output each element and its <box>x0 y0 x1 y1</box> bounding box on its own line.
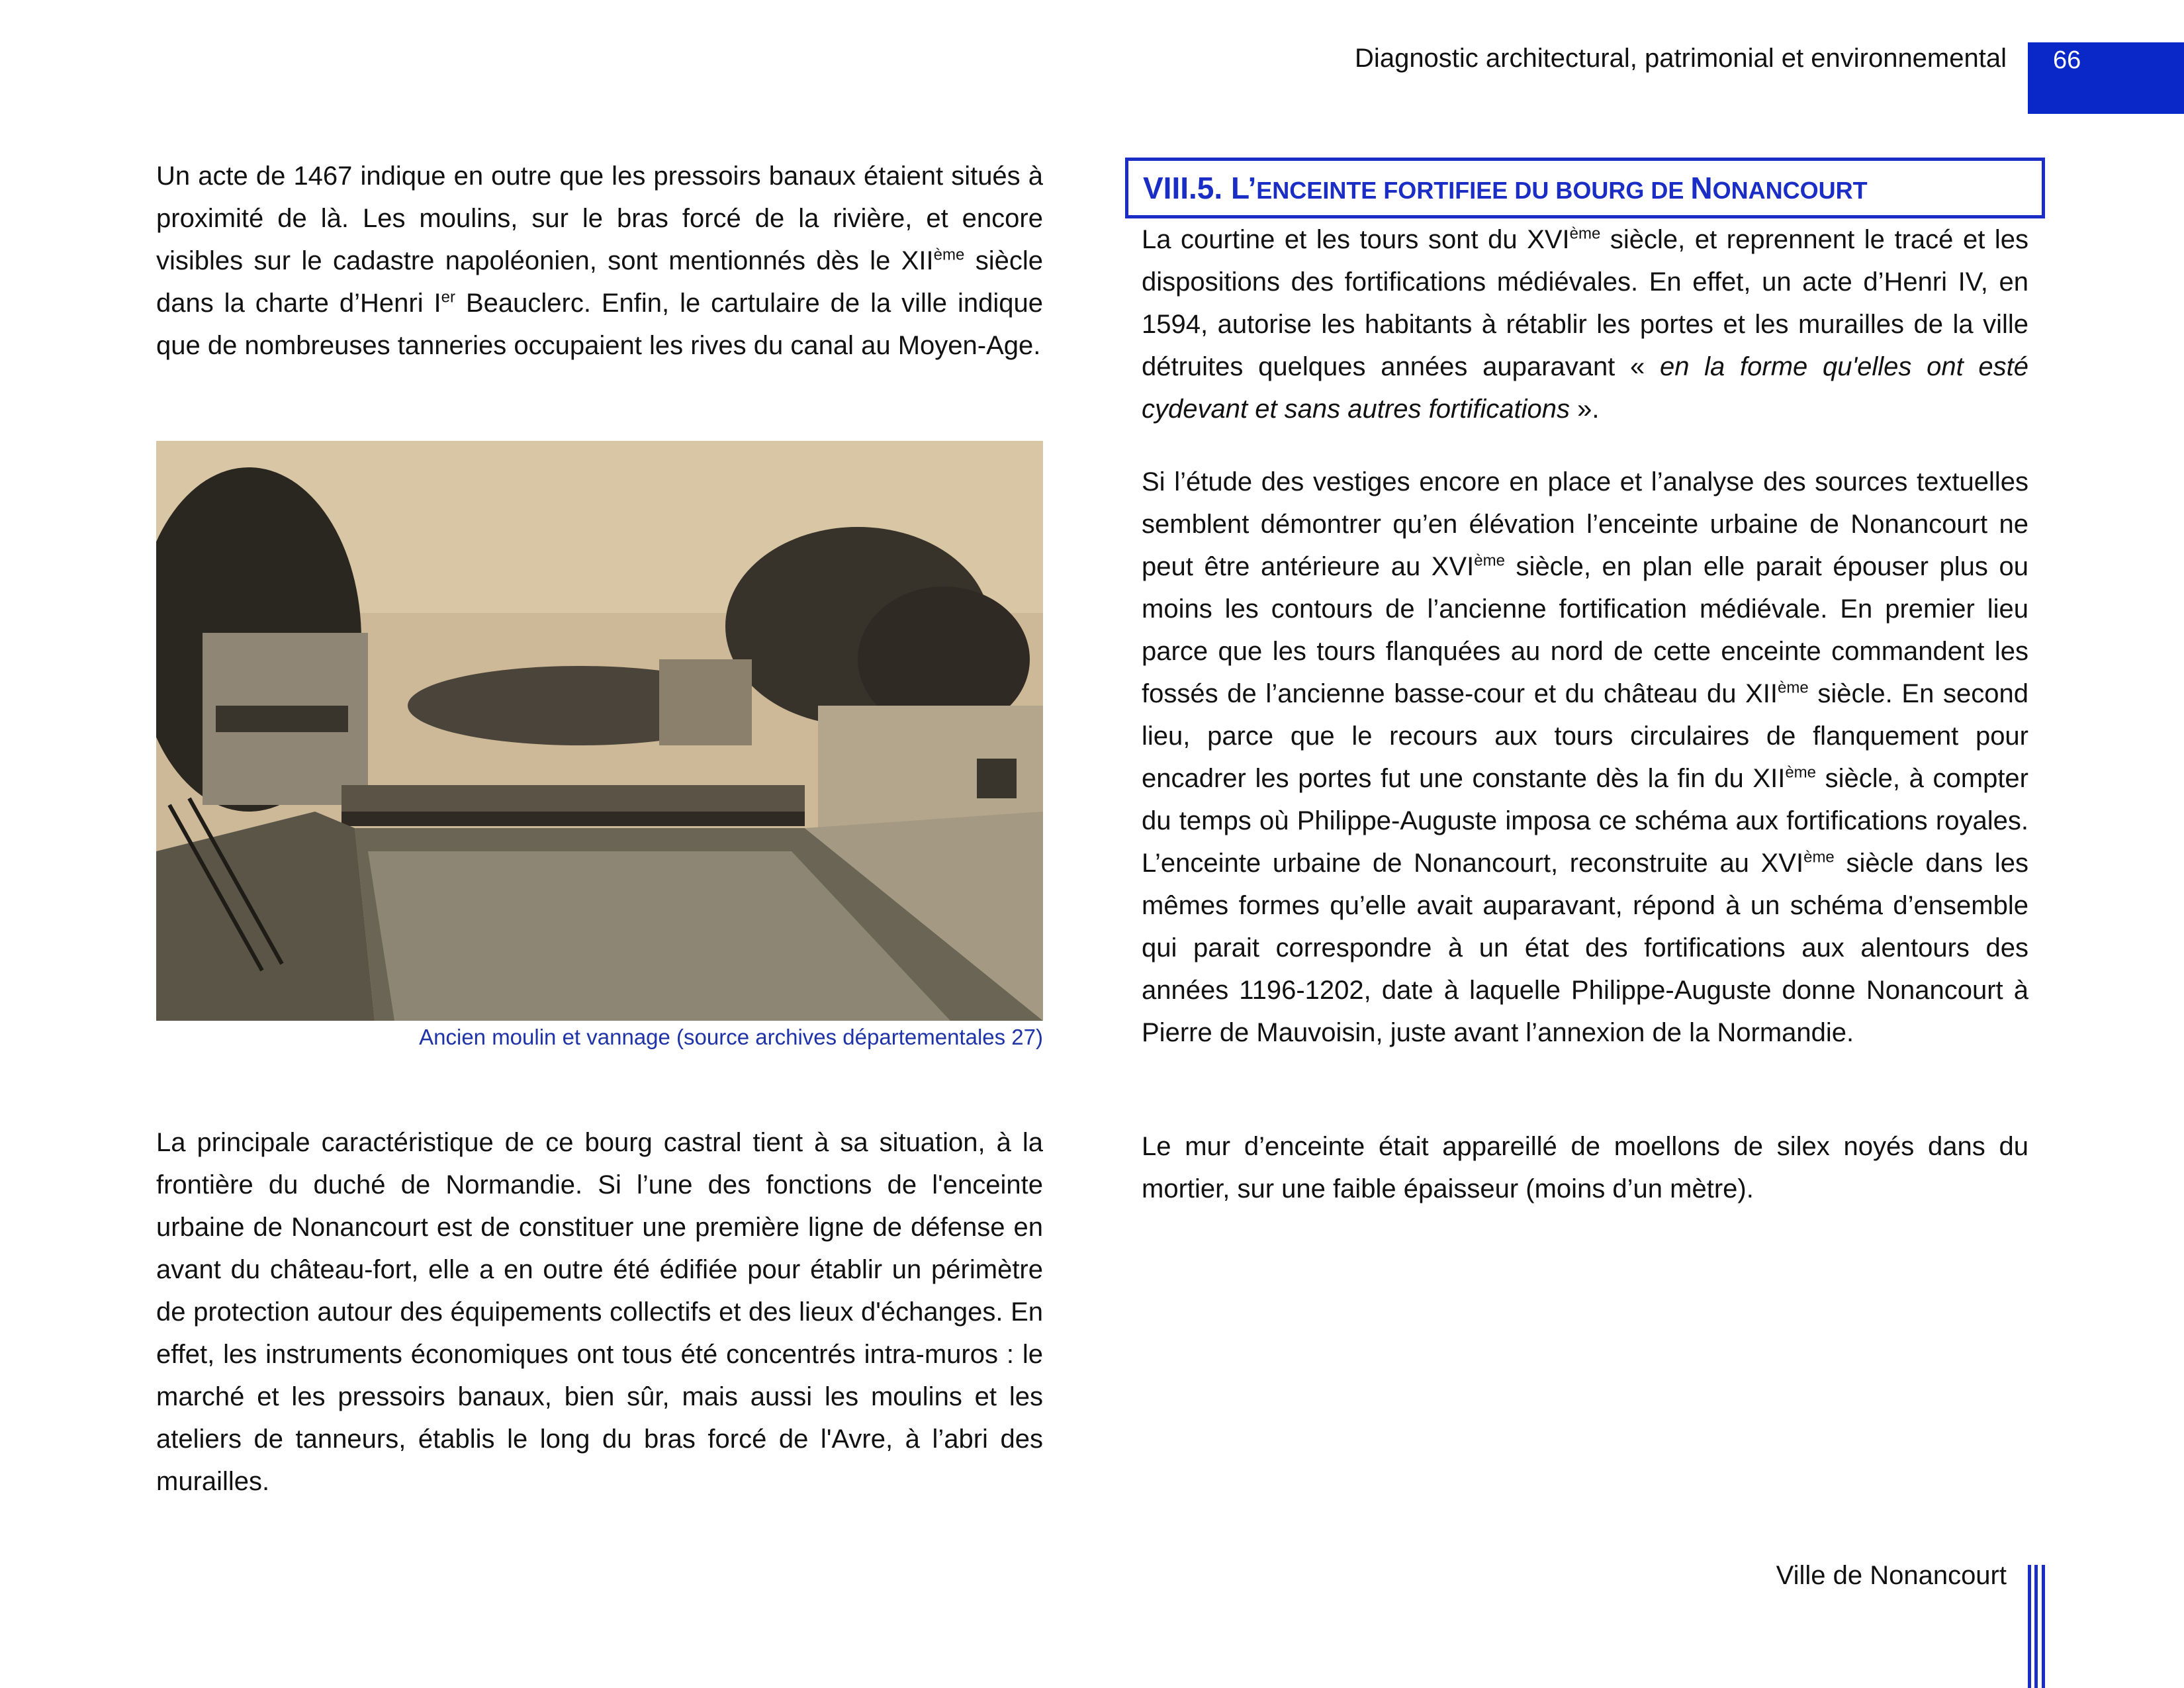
heading-part: N <box>1690 171 1713 205</box>
superscript: ème <box>1778 679 1809 697</box>
section-heading <box>1143 170 1868 206</box>
text-span: Beauclerc. Enfin, le cartulaire de la ville indique que de nombreuses tanneries occupaient les rives du canal au Moyen-Age. <box>156 289 1044 360</box>
text-span: Un acte de 1467 indique en outre que les pressoirs banaux étaient situés à proximité de là. Les moulins, sur le bras forcé de la rivière, et encore visibles sur le cadastre napoléonien, sont mentionnés dès le XII <box>156 162 1043 275</box>
superscript: ème <box>933 246 965 264</box>
right-paragraph-2 <box>1142 461 2028 1054</box>
superscript: er <box>441 288 455 306</box>
right-paragraph-1 <box>1142 218 2028 430</box>
document-header-title: Diagnostic architectural, patrimonial et environnemental <box>1355 44 2007 73</box>
heading-part: ENCEINTE FORTIFIEE DU BOURG DE <box>1256 177 1691 204</box>
superscript: ème <box>1569 224 1601 243</box>
text-span: La courtine et les tours sont du XVI <box>1142 225 1570 254</box>
text-span: siècle, et reprennent le tracé et les dispositions des fortifications médiévales. En effet, un acte d’Henri IV, en 1594, autorise les habitants à rétablir les portes et les murailles de la ville détruites quelques années auparavant « <box>1142 225 2029 381</box>
superscript: ème <box>1474 551 1505 570</box>
text-span: siècle, à compter du temps où Philippe-Auguste imposa ce schéma aux fortifications royales. L’enceinte urbaine de Nonancourt, reconstruite au XVI <box>1142 764 2028 878</box>
left-paragraph-2 <box>156 1121 1043 1503</box>
historical-photo <box>156 441 1043 1021</box>
paragraph-text: Le mur d’enceinte était appareillé de moellons de silex noyés dans du mortier, sur une faible épaisseur (moins d’un mètre). <box>1142 1132 2028 1203</box>
text-span: siècle dans les mêmes formes qu’elle avait auparavant, répond à un schéma d’ensemble qui parait correspondre à un état des fortifications aux alentours des années 1196-1202, date à laquelle Philippe-Auguste donne Nonancourt à Pierre de Mauvoisin, juste avant l’annexion de la Normandie. <box>1142 849 2028 1047</box>
footer-text: Ville de Nonancourt <box>1776 1561 2007 1590</box>
footer-decoration <box>2028 1565 2045 1688</box>
text-span: Si l’étude des vestiges encore en place et l’analyse des sources textuelles semblent démontrer qu’en élévation l’enceinte urbaine de Nonancourt ne peut être antérieure au XVI <box>1142 467 2028 581</box>
text-span: siècle dans la charte d’Henri I <box>156 246 1043 318</box>
superscript: ème <box>1785 763 1817 782</box>
paragraph-text: La principale caractéristique de ce bourg castral tient à sa situation, à la frontière du duché de Normandie. Si l’une des fonctions de l'enceinte urbaine de Nonancourt est de constituer une première ligne de défense en avant du château-fort, elle a en outre été édifiée pour établir un périmètre de protection autour des équipements collectifs et des lieux d'échanges. En effet, les instruments économiques ont tous été concentrés intra-muros : le marché et les pressoirs banaux, bien sûr, mais aussi les moulins et les ateliers de tanneurs, établis le long du bras forcé de l'Avre, à l’abri des murailles. <box>156 1128 1043 1496</box>
photo-illustration <box>156 441 1043 1021</box>
text-span: ». <box>1570 395 1600 424</box>
section-number: VIII.5. <box>1143 171 1223 205</box>
text-span: siècle. En second lieu, parce que le recours aux tours circulaires de flanquement pour encadrer les portes fut une constante dès la fin du XII <box>1142 679 2028 793</box>
text-span: siècle, en plan elle parait épouser plus ou moins les contours de l’ancienne fortification médiévale. En premier lieu parce que les tours flanquées au nord de cette enceinte commandent les fossés de l’ancienne basse-cour et du château du XII <box>1142 552 2028 708</box>
photo-caption: Ancien moulin et vannage (source archives départementales 27) <box>419 1025 1043 1049</box>
quoted-text: en la forme qu'elles ont esté cydevant et sans autres fortifications <box>1142 352 2028 424</box>
left-paragraph-1 <box>156 155 1043 367</box>
section-heading-box <box>1125 158 2045 218</box>
heading-part: ONANCOURT <box>1712 177 1868 204</box>
right-paragraph-3 <box>1142 1125 2028 1210</box>
heading-part: L’ <box>1222 171 1257 205</box>
page-number: 66 <box>2028 42 2184 114</box>
superscript: ème <box>1803 848 1835 867</box>
